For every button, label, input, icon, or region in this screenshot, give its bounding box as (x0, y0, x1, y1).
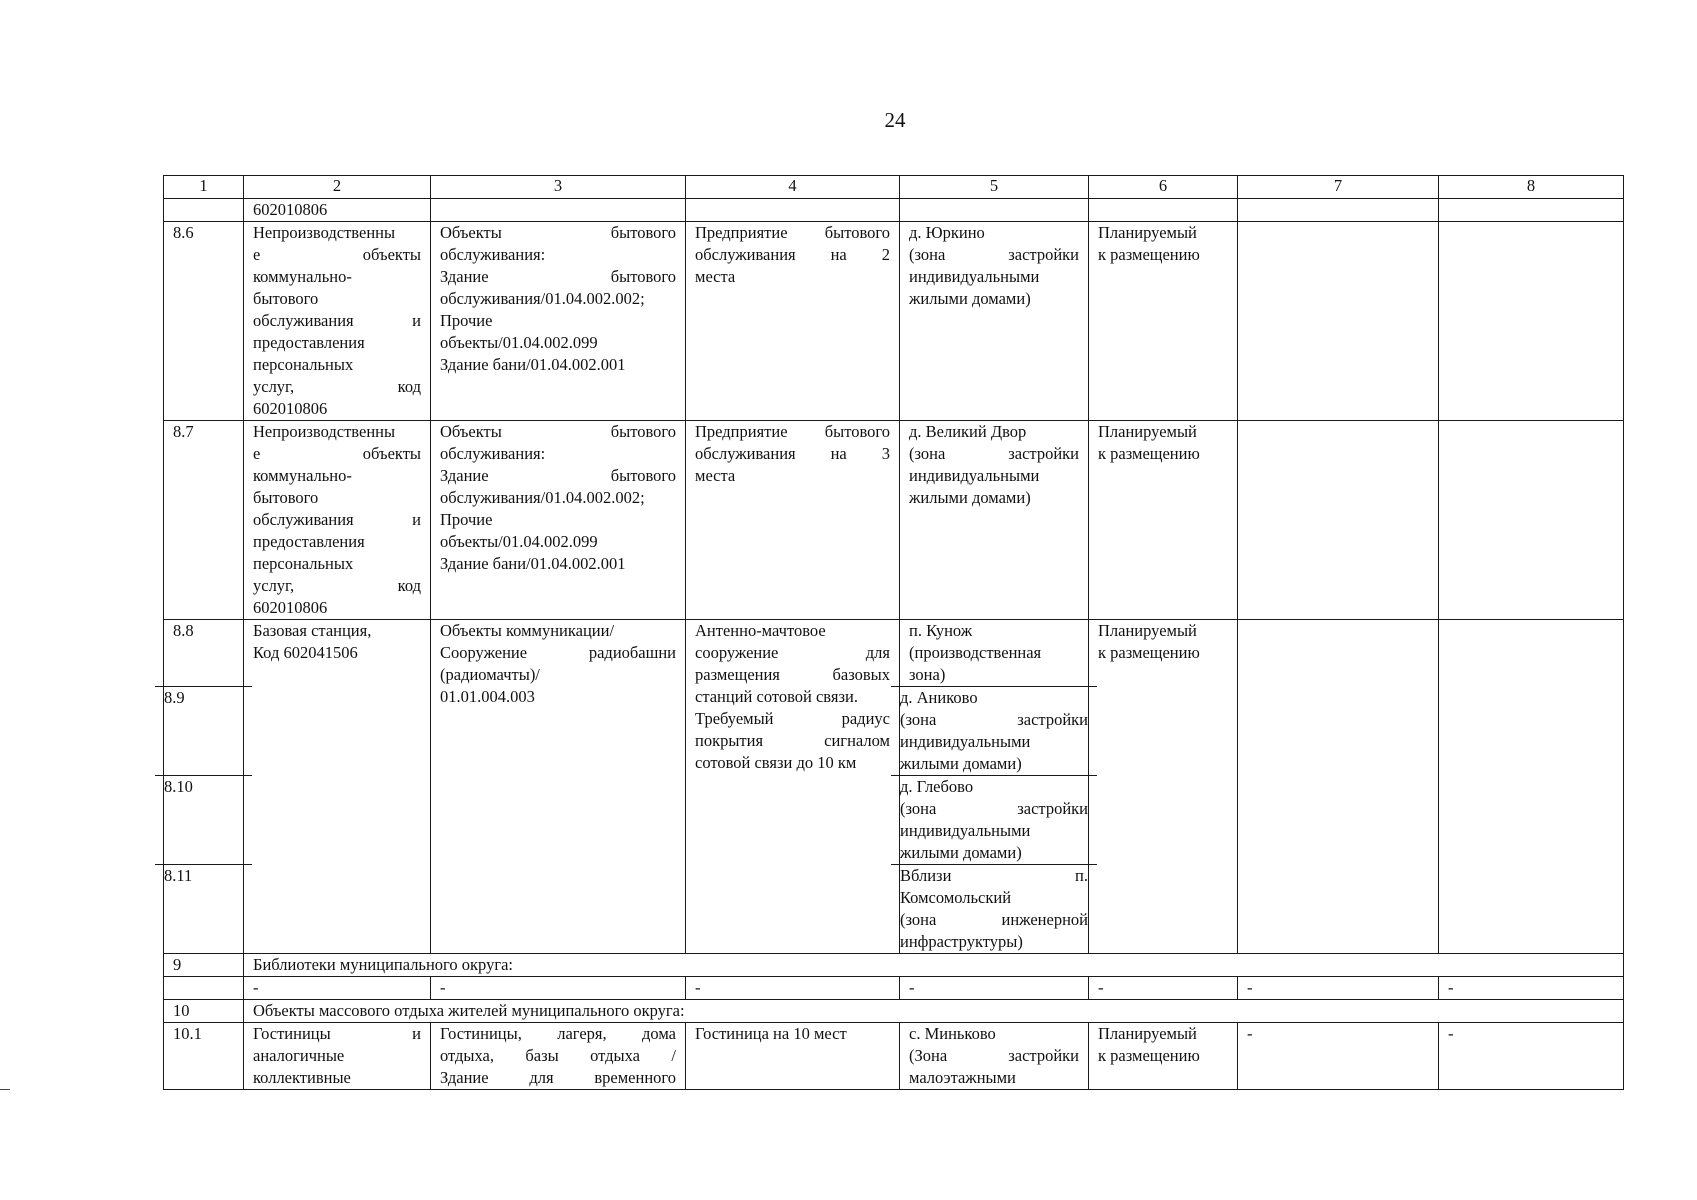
cell-line: Здание бытового (440, 466, 676, 485)
location-cell (900, 421, 1089, 620)
cell-line: аналогичные (253, 1046, 345, 1065)
cell-line: обслуживания: (440, 245, 546, 264)
cell-line: жилыми домами) (900, 843, 1022, 862)
cell-line: коммунально- (253, 466, 352, 485)
table-row-10 (164, 1000, 1624, 1023)
cell-line: объекты/01.04.002.099 (440, 532, 598, 551)
cell-line: Планируемый (1098, 422, 1197, 441)
location-cell (900, 1023, 1089, 1090)
status-cell (1089, 222, 1238, 421)
cell-line: к размещению (1098, 245, 1200, 264)
cell-line: жилыми домами) (900, 754, 1022, 773)
cell-line: обслуживания на 2 (695, 245, 890, 264)
header-cell: 4 (686, 176, 900, 199)
dash-cell: - (244, 977, 431, 1000)
cell-line: Объекты коммуникации/ (440, 621, 615, 640)
header-cell: 1 (164, 176, 244, 199)
cell-line: Вблизи п. (900, 866, 1088, 885)
table-row-8-7 (164, 421, 1624, 620)
dash-cell: - (1439, 977, 1624, 1000)
dash-cell: - (431, 977, 686, 1000)
cell-line: предоставления (253, 532, 365, 551)
table-row-9 (164, 954, 1624, 977)
object-type-cell (431, 1023, 686, 1090)
header-row (164, 176, 1624, 199)
cell-line: д. Глебово (900, 777, 974, 796)
cell-line: размещения базовых (695, 665, 890, 684)
cell-line: услуг, код (253, 377, 421, 396)
object-name-cell (244, 421, 431, 620)
cell-line: Предприятие бытового (695, 223, 890, 242)
cell-line: Здание бани/01.04.002.001 (440, 554, 626, 573)
row-number: 9 (164, 954, 244, 977)
header-cell: 5 (900, 176, 1089, 199)
row-number: 8.7 (164, 421, 244, 620)
cell-line: Непроизводственны (253, 223, 396, 242)
cell-line: Объекты бытового (440, 422, 676, 441)
cell-line: е объекты (253, 245, 421, 264)
cell-line: Прочие (440, 311, 493, 330)
cell-line: Здание бытового (440, 267, 676, 286)
section-title: Библиотеки муниципального округа: (244, 954, 1624, 977)
cell-line: предоставления (253, 333, 365, 352)
dash-cell: - (686, 977, 900, 1000)
cell-line: Здание для временного (440, 1068, 676, 1087)
cell-line: обслуживания/01.04.002.002; (440, 289, 645, 308)
cell-line: станций сотовой связи. (695, 687, 858, 706)
row-number: 8.10 (155, 775, 252, 864)
cell-line: Прочие (440, 510, 493, 529)
cell-line: Планируемый (1098, 223, 1197, 242)
cell-line: д. Великий Двор (909, 422, 1027, 441)
cell-line: к размещению (1098, 444, 1200, 463)
header-cell: 8 (1439, 176, 1624, 199)
cell-line: с. Миньково (909, 1024, 996, 1043)
dash-cell: - (900, 977, 1089, 1000)
dash-cell: - (1439, 1023, 1624, 1090)
cell-line: (производственная (909, 643, 1042, 662)
description-cell (686, 620, 900, 954)
cell-line: Планируемый (1098, 1024, 1197, 1043)
cell-line: услуг, код (253, 576, 421, 595)
cell-line: Планируемый (1098, 621, 1197, 640)
status-cell (1089, 1023, 1238, 1090)
cell-line: обслуживания: (440, 444, 546, 463)
location-sub-8-9 (891, 686, 1097, 775)
cell-line: сотовой связи до 10 км (695, 753, 857, 772)
cell-line: персональных (253, 554, 354, 573)
cell-line: Предприятие бытового (695, 422, 890, 441)
cell-line: коммунально- (253, 267, 352, 286)
cell-line: обслуживания на 3 (695, 444, 890, 463)
cell-line: индивидуальными (909, 466, 1040, 485)
description-cell (686, 1023, 900, 1090)
row-number: 10 (164, 1000, 244, 1023)
cell-line: отдыха, базы отдыха / (440, 1046, 676, 1065)
cell-line: (Зона застройки (909, 1046, 1079, 1065)
cell-line: (зона застройки (900, 799, 1088, 818)
cell-line: объекты/01.04.002.099 (440, 333, 598, 352)
header-cell: 6 (1089, 176, 1238, 199)
page-number: 24 (884, 108, 906, 132)
cell-line: Гостиницы и (253, 1024, 421, 1043)
cell-line: Гостиницы, лагеря, дома (440, 1024, 676, 1043)
cell-line: д. Юркино (909, 223, 985, 242)
cell-line: Код 602041506 (253, 643, 358, 662)
cell-line: места (695, 466, 736, 485)
cell-line: Гостиница на 10 мест (695, 1024, 847, 1043)
cell-line: Базовая станция, (253, 621, 372, 640)
cell-line: обслуживания/01.04.002.002; (440, 488, 645, 507)
cell-line: д. Аниково (900, 688, 978, 707)
object-type-cell (431, 222, 686, 421)
cell-line: 01.01.004.003 (440, 687, 535, 706)
cell-line: Сооружение радиобашни (440, 643, 676, 662)
cell-line: малоэтажными (909, 1068, 1016, 1087)
object-name-cell (244, 1023, 431, 1090)
cell-line: (зона застройки (909, 444, 1079, 463)
dash-cell: - (1089, 977, 1238, 1000)
table-row-8-6 (164, 222, 1624, 421)
cell-text: 602010806 (244, 199, 431, 222)
cell-line: индивидуальными (900, 821, 1031, 840)
cell-line: (радиомачты)/ (440, 665, 540, 684)
row-number: 10.1 (164, 1023, 244, 1090)
cell-line: Объекты бытового (440, 223, 676, 242)
description-cell (686, 421, 900, 620)
planning-table (163, 175, 1624, 1090)
cell-line: сооружение для (695, 643, 890, 662)
section-title: Объекты массового отдыха жителей муниципального округа: (244, 1000, 1624, 1023)
table-row-8-8-group (164, 620, 1624, 954)
cell-line: Непроизводственны (253, 422, 396, 441)
cell-line: зона) (909, 665, 946, 684)
row-number: 8.9 (155, 686, 252, 775)
cell-line: индивидуальными (909, 267, 1040, 286)
row-number: 8.8 (173, 621, 194, 640)
cell-line: 602010806 (253, 598, 328, 617)
continuation-row (164, 199, 1624, 222)
header-cell: 2 (244, 176, 431, 199)
cell-line: инфраструктуры) (900, 932, 1023, 951)
location-sub-8-11 (891, 864, 1097, 951)
object-type-cell (431, 421, 686, 620)
table-row-10-1 (164, 1023, 1624, 1090)
cell-line: Здание бани/01.04.002.001 (440, 355, 626, 374)
cell-line: к размещению (1098, 1046, 1200, 1065)
cell-line: (зона застройки (909, 245, 1079, 264)
location-cell-group (900, 620, 1089, 954)
cell-line: к размещению (1098, 643, 1200, 662)
row-number-group (164, 620, 244, 954)
row-number: 8.6 (164, 222, 244, 421)
status-cell (1089, 620, 1238, 954)
description-cell (686, 222, 900, 421)
cell-line: е объекты (253, 444, 421, 463)
cell-line: Антенно-мачтовое (695, 621, 826, 640)
cell-line: (зона застройки (900, 710, 1088, 729)
cell-line: обслуживания и (253, 510, 421, 529)
cell-line: Требуемый радиус (695, 709, 890, 728)
row-number: 8.11 (155, 864, 252, 951)
cell-line: жилыми домами) (909, 289, 1031, 308)
header-cell: 3 (431, 176, 686, 199)
location-sub-8-10 (891, 775, 1097, 864)
location-sub-8-8 (900, 620, 1088, 686)
scan-edge-mark (0, 1089, 10, 1090)
cell-line: (зона инженерной (900, 910, 1088, 929)
cell-line: 602010806 (253, 399, 328, 418)
cell-line: индивидуальными (900, 732, 1031, 751)
header-cell: 7 (1238, 176, 1439, 199)
table-row-9-empty (164, 977, 1624, 1000)
cell-line: персональных (253, 355, 354, 374)
object-type-cell (431, 620, 686, 954)
object-name-cell (244, 222, 431, 421)
dash-cell: - (1238, 977, 1439, 1000)
cell-line: бытового (253, 488, 319, 507)
cell-line: бытового (253, 289, 319, 308)
cell-line: п. Кунож (909, 621, 973, 640)
cell-line: Комсомольский (900, 888, 1012, 907)
location-cell (900, 222, 1089, 421)
cell-line: обслуживания и (253, 311, 421, 330)
object-name-cell (244, 620, 431, 954)
cell-line: покрытия сигналом (695, 731, 890, 750)
cell-line: коллективные (253, 1068, 351, 1087)
cell-line: жилыми домами) (909, 488, 1031, 507)
status-cell (1089, 421, 1238, 620)
cell-line: места (695, 267, 736, 286)
dash-cell: - (1238, 1023, 1439, 1090)
